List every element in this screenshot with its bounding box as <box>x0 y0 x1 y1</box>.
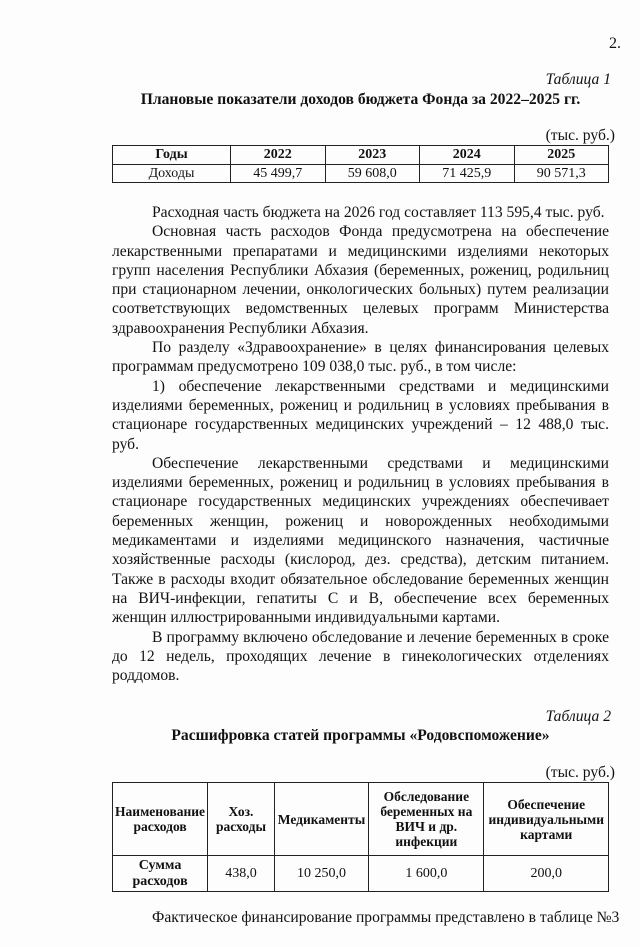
header-cell: Обеспечение индивидуальными картами <box>484 783 609 856</box>
table1-title: Плановые показатели доходов бюджета Фонда за 2022–2025 гг. <box>140 91 581 108</box>
table-cell: 90 571,3 <box>514 165 609 183</box>
table2 <box>112 782 609 892</box>
header-cell: Наименование расходов <box>113 783 208 856</box>
header-cell: Хоз. расходы <box>208 783 275 856</box>
table-cell: Сумма расходов <box>113 856 208 892</box>
page-number: 2. <box>609 35 621 52</box>
table-cell: 200,0 <box>484 856 609 892</box>
paragraph: 1) обеспечение лекарственными средствами и медицинскими изделиями беременных, рожениц и родильниц в условиях пребывания в стационаре государственных медицинских учреждений – 12 488,0 тыс. руб. <box>112 377 609 453</box>
table-cell: 1 600,0 <box>369 856 484 892</box>
table2-title: Расшифровка статей программы «Родовспоможение» <box>171 727 550 745</box>
table-header-row <box>113 146 609 165</box>
header-cell: Годы <box>113 146 231 165</box>
document-page <box>112 0 621 947</box>
table-cell: 59 608,0 <box>325 165 420 183</box>
table-row <box>113 165 609 183</box>
paragraph: По разделу «Здравоохранение» в целях финансирования целевых программам предусмотрено 109 038,0 тыс. руб., в том числе: <box>112 339 609 376</box>
paragraph: В программу включено обследование и лечение беременных в сроке до 12 недель, проходящих лечение в гинекологических отделениях роддомов. <box>112 628 609 685</box>
table-cell: 10 250,0 <box>274 856 368 892</box>
table1-caption: Таблица 1 <box>545 71 611 88</box>
table-cell: 438,0 <box>208 856 275 892</box>
table1-unit: (тыс. руб.) <box>545 127 615 144</box>
header-cell: 2022 <box>231 146 326 165</box>
table-cell: 45 499,7 <box>231 165 326 183</box>
closing-text: Фактическое финансирование программы представлено в таблице №3 <box>152 909 620 927</box>
paragraph: Обеспечение лекарственными средствами и медицинскими изделиями беременных, рожениц и родильниц в условиях пребывания в стационаре государственных медицинских учреждениях обеспечивает беременных женщин, рожениц и новорожденных необходимыми медикаментами и изделиями медицинского назначения, частичные хозяйственные расходы (кислород, дез. средства), детским питанием. Также в расходы входит обязательное обследование беременных женщин на ВИЧ-инфекции, гепатиты С и В, обеспечение всех беременных женщин иллюстрированными индивидуальными картами. <box>112 454 609 627</box>
paragraph: Основная часть расходов Фонда предусмотрена на обеспечение лекарственными препаратами и медицинскими изделиями некоторых групп населения Республики Абхазия (беременных, рожениц, родильниц при стационарном лечении, онкологических больных) путем реализации соответствующих ведомственных целевых программ Министерства здравоохранения Республики Абхазия. <box>112 223 609 337</box>
header-cell: 2024 <box>420 146 515 165</box>
table1 <box>112 145 609 183</box>
table-row <box>113 856 609 892</box>
table-header-row <box>113 783 609 856</box>
table-cell: 71 425,9 <box>420 165 515 183</box>
paragraph: Расходная часть бюджета на 2026 год составляет 113 595,4 тыс. руб. <box>152 204 605 221</box>
header-cell: 2023 <box>325 146 420 165</box>
header-cell: Обследование беременных на ВИЧ и др. инфекции <box>369 783 484 856</box>
table2-unit: (тыс. руб.) <box>545 764 615 782</box>
header-cell: 2025 <box>514 146 609 165</box>
table-cell: Доходы <box>113 165 231 183</box>
header-cell: Медикаменты <box>274 783 368 856</box>
table2-caption: Таблица 2 <box>545 708 611 726</box>
